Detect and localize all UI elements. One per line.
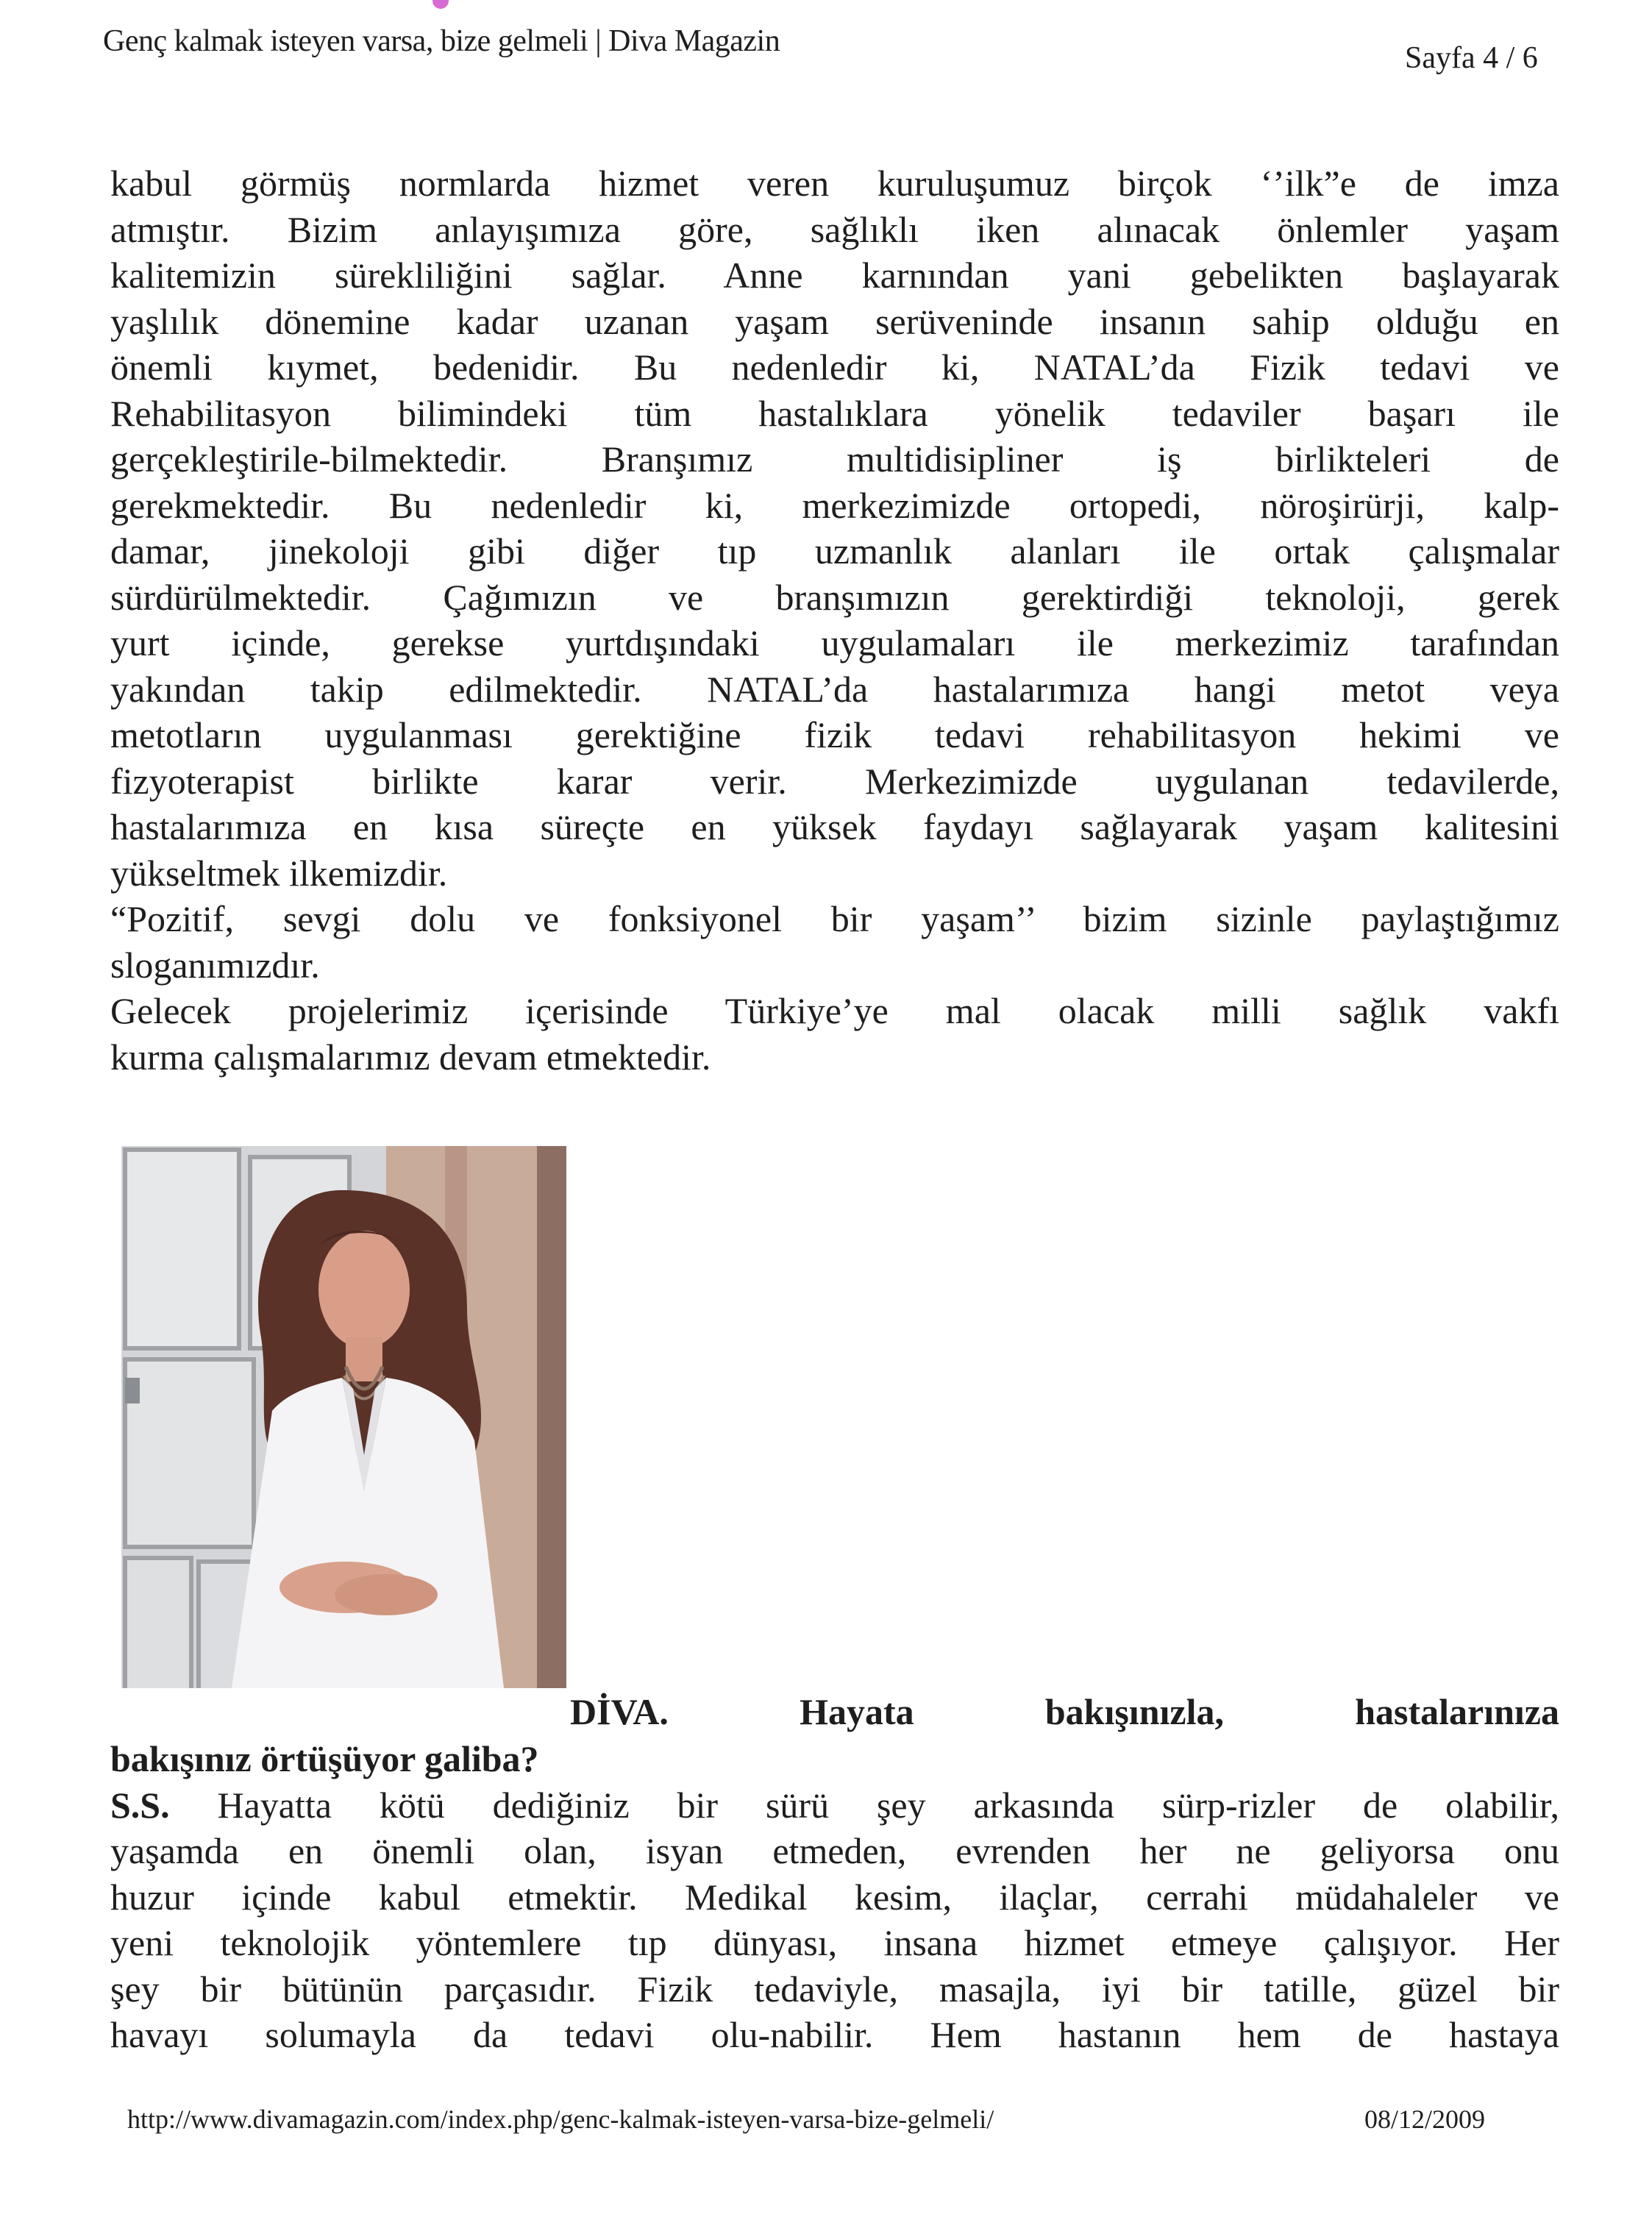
body-line: damar, jinekoloji gibi diğer tıp uzmanlık alanları ile ortak çalışmalar: [110, 530, 1559, 572]
page-header-title: Genç kalmak isteyen varsa, bize gelmeli | Diva Magazin: [103, 24, 780, 58]
body-line: yakından takip edilmektedir. NATAL’da hastalarımıza hangi metot veya: [110, 668, 1559, 710]
answer-line: havayı solumayla da tedavi olu-nabilir. Hem hastanın hem de hastaya: [110, 2014, 1559, 2055]
body-line: sloganımızdır.: [110, 944, 320, 986]
portrait-photo: [121, 1146, 566, 1688]
page-indicator: Sayfa 4 / 6: [1405, 41, 1538, 75]
body-line: Gelecek projelerimiz içerisinde Türkiye’ye mal olacak milli sağlık vakfı: [110, 990, 1559, 1031]
body-line: kurma çalışmalarımız devam etmektedir.: [110, 1036, 711, 1078]
body-line: gerekmektedir. Bu nedenledir ki, merkezimizde ortopedi, nöroşirürji, kalp-: [110, 484, 1559, 526]
body-line: önemli kıymet, bedenidir. Bu nedenledir ki, NATAL’da Fizik tedavi ve: [110, 346, 1559, 388]
answer-line: [110, 1782, 1559, 1829]
body-line: atmıştır. Bizim anlayışımıza göre, sağlıklı iken alınacak önlemler yaşam: [110, 208, 1559, 250]
footer-date: 08/12/2009: [1364, 2104, 1486, 2134]
body-line: kalitemizin sürekliliğini sağlar. Anne karnından yani gebelikten başlayarak: [110, 255, 1559, 296]
article-body: [110, 160, 1559, 1080]
answer-line: yeni teknolojik yöntemlere tıp dünyası, insana hizmet etmeye çalışıyor. Her: [110, 1922, 1559, 1963]
question-heading-line1: DİVA. Hayata bakışınızla, hastalarınıza: [570, 1691, 1559, 1732]
body-line: hastalarımıza en kısa süreçte en yüksek faydayı sağlayarak yaşam kalitesini: [110, 806, 1559, 847]
footer-url[interactable]: http://www.divamagazin.com/index.php/genc-kalmak-isteyen-varsa-bize-gelmeli/: [127, 2104, 994, 2134]
answer-speaker: S.S.: [110, 1784, 170, 1826]
question-heading-line2: bakışınız örtüşüyor galiba?: [110, 1738, 539, 1779]
interview-section: [110, 1736, 1559, 2058]
scan-mark: [432, 0, 449, 9]
body-line: yurt içinde, gerekse yurtdışındaki uygulamaları ile merkezimiz tarafından: [110, 622, 1559, 663]
answer-line: huzur içinde kabul etmektir. Medikal kesim, ilaçlar, cerrahi müdahaleler ve: [110, 1876, 1559, 1918]
body-line: Rehabilitasyon bilimindeki tüm hastalıklara yönelik tedaviler başarı ile: [110, 392, 1559, 434]
answer-line: yaşamda en önemli olan, isyan etmeden, evrenden her ne geliyorsa onu: [110, 1830, 1559, 1871]
body-line: yaşlılık dönemine kadar uzanan yaşam serüveninde insanın sahip olduğu en: [110, 300, 1559, 342]
answer-text: Hayatta kötü dediğiniz bir sürü şey arkasında sürp-rizler de olabilir,: [217, 1784, 1559, 1826]
body-line: kabul görmüş normlarda hizmet veren kuruluşumuz birçok ‘’ilk”e de imza: [110, 163, 1559, 204]
answer-line: şey bir bütünün parçasıdır. Fizik tedaviyle, masajla, iyi bir tatille, güzel bir: [110, 1968, 1559, 2010]
body-line: yükseltmek ilkemizdir.: [110, 852, 448, 894]
body-line: fizyoterapist birlikte karar verir. Merkezimizde uygulanan tedavilerde,: [110, 760, 1559, 802]
body-line: “Pozitif, sevgi dolu ve fonksiyonel bir yaşam’’ bizim sizinle paylaştığımız: [110, 898, 1559, 939]
portrait-image: [121, 1146, 566, 1688]
body-line: gerçekleştirile-bilmektedir. Branşımız multidisipliner iş birlikteleri de: [110, 438, 1559, 480]
body-line: sürdürülmektedir. Çağımızın ve branşımızın gerektirdiği teknoloji, gerek: [110, 576, 1559, 618]
body-line: metotların uygulanması gerektiğine fizik tedavi rehabilitasyon hekimi ve: [110, 714, 1559, 755]
